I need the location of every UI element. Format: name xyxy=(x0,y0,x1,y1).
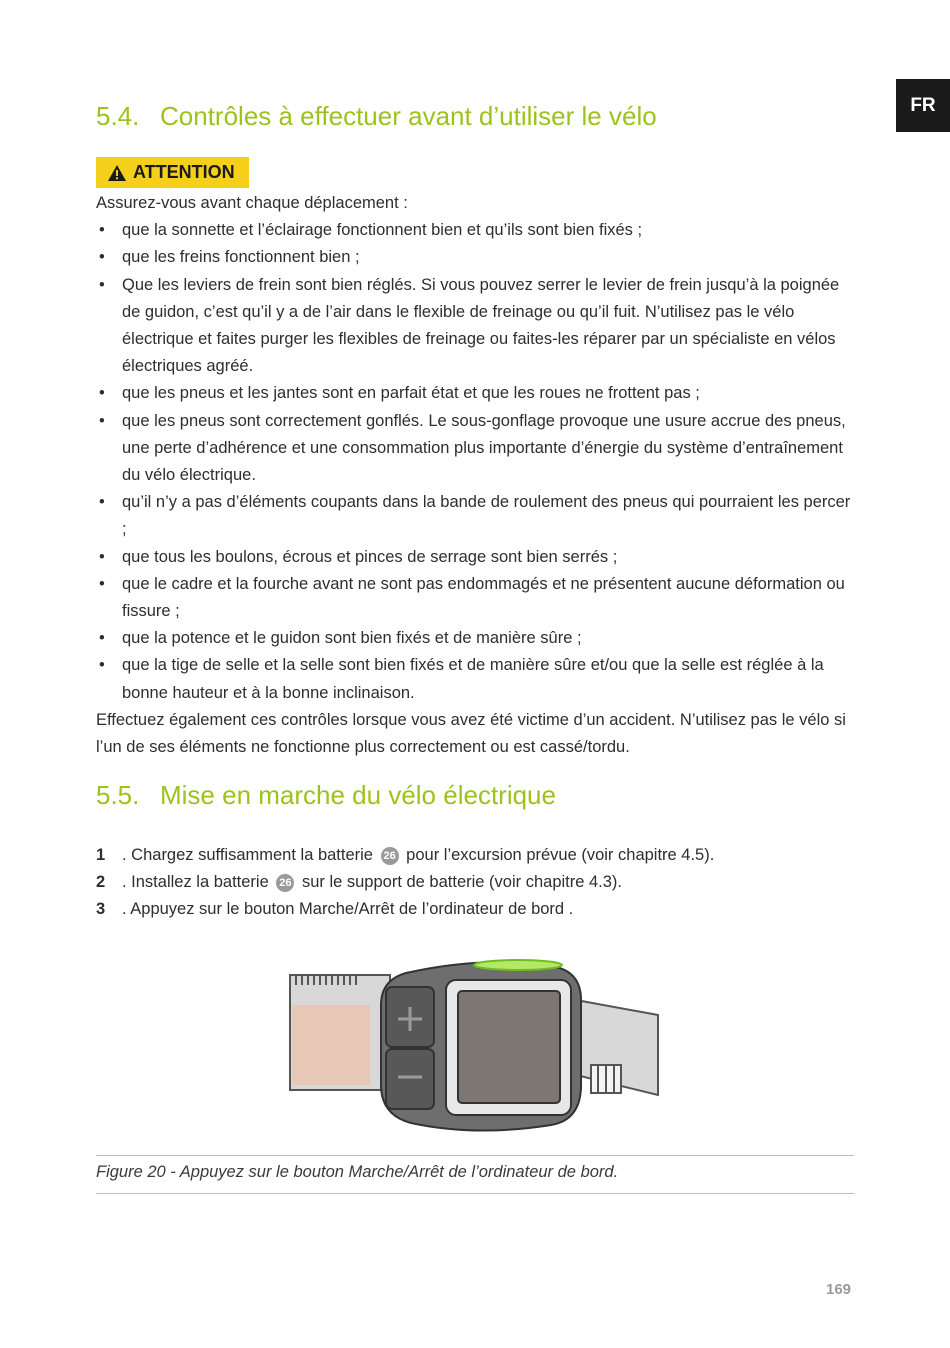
section-title: Contrôles à effectuer avant d’utiliser le vélo xyxy=(160,101,657,131)
list-item: • que le cadre et la fourche avant ne sont pas endommagés et ne présentent aucune déformation ou fissure ; xyxy=(99,574,845,621)
steps-list xyxy=(96,842,854,924)
list-item: • que la sonnette et l’éclairage fonctionnent bien et qu’ils sont bien fixés ; xyxy=(99,221,643,240)
language-tab: FR xyxy=(896,79,950,132)
figure-caption: Figure 20 - Appuyez sur le bouton Marche/Arrêt de l’ordinateur de bord. xyxy=(96,1163,619,1181)
checklist-block xyxy=(96,190,854,761)
figure-top-rule xyxy=(96,1155,854,1156)
list-item: • que tous les boulons, écrous et pinces de serrage sont bien serrés ; xyxy=(99,547,618,566)
section-5-5-heading xyxy=(96,780,556,811)
figure-onboard-computer xyxy=(286,955,666,1140)
reference-badge: 26 xyxy=(381,847,399,865)
list-item: • que les pneus sont correctement gonflés. Le sous-gonflage provoque une usure accrue des pneus, une perte d’adhérence et une consommation plus importante d’énergie du système d’entraînement du vélo électrique. xyxy=(99,411,846,485)
list-item: • Que les leviers de frein sont bien réglés. Si vous pouvez serrer le levier de frein jusqu’à la poignée de guidon, c’est qu’il y a de l’air dans le flexible de freinage ou qu’il fuit. N’utilisez pas le vélo électrique et faites purger les flexibles de freinage ou faites-les réparer par un spécialiste en vélos électriques agréé. xyxy=(99,275,840,376)
step-item: 2 . Installez la batterie 26 sur le support de batterie (voir chapitre 4.3). xyxy=(96,873,623,892)
attention-label: ATTENTION xyxy=(133,162,235,182)
list-item: • que la tige de selle et la selle sont bien fixés et de manière sûre et/ou que la selle est réglée à la bonne hauteur et à la bonne inclinaison. xyxy=(99,656,824,702)
list-item: • qu’il n’y a pas d’éléments coupants dans la bande de roulement des pneus qui pourraient les percer ; xyxy=(99,493,851,539)
attention-banner xyxy=(96,157,249,188)
checklist xyxy=(96,217,854,707)
figure-bottom-rule xyxy=(96,1193,854,1194)
checklist-outro: Effectuez également ces contrôles lorsque vous avez été victime d’un accident. N’utilisez pas le vélo si l’un de ses éléments ne fonctionne plus correctement ou est cassé/tordu. xyxy=(96,710,846,757)
section-title: Mise en marche du vélo électrique xyxy=(160,780,556,810)
list-item: • que les freins fonctionnent bien ; xyxy=(99,248,360,267)
list-item: • que les pneus et les jantes sont en parfait état et que les roues ne frottent pas ; xyxy=(99,384,700,403)
page-number: 169 xyxy=(826,1281,852,1298)
section-5-4-heading xyxy=(96,101,657,132)
warning-icon xyxy=(108,165,126,181)
onboard-computer-illustration xyxy=(286,955,666,1135)
reference-badge: 26 xyxy=(276,874,294,892)
step-item: 3 . Appuyez sur le bouton Marche/Arrêt de l’ordinateur de bord . xyxy=(96,900,574,919)
list-item: • que la potence et le guidon sont bien fixés et de manière sûre ; xyxy=(99,629,582,648)
checklist-intro: Assurez-vous avant chaque déplacement : xyxy=(96,194,408,212)
section-number: 5.5. xyxy=(96,780,140,810)
step-item: 1 . Chargez suffisamment la batterie 26 pour l’excursion prévue (voir chapitre 4.5). xyxy=(96,846,715,864)
section-number: 5.4. xyxy=(96,101,140,131)
